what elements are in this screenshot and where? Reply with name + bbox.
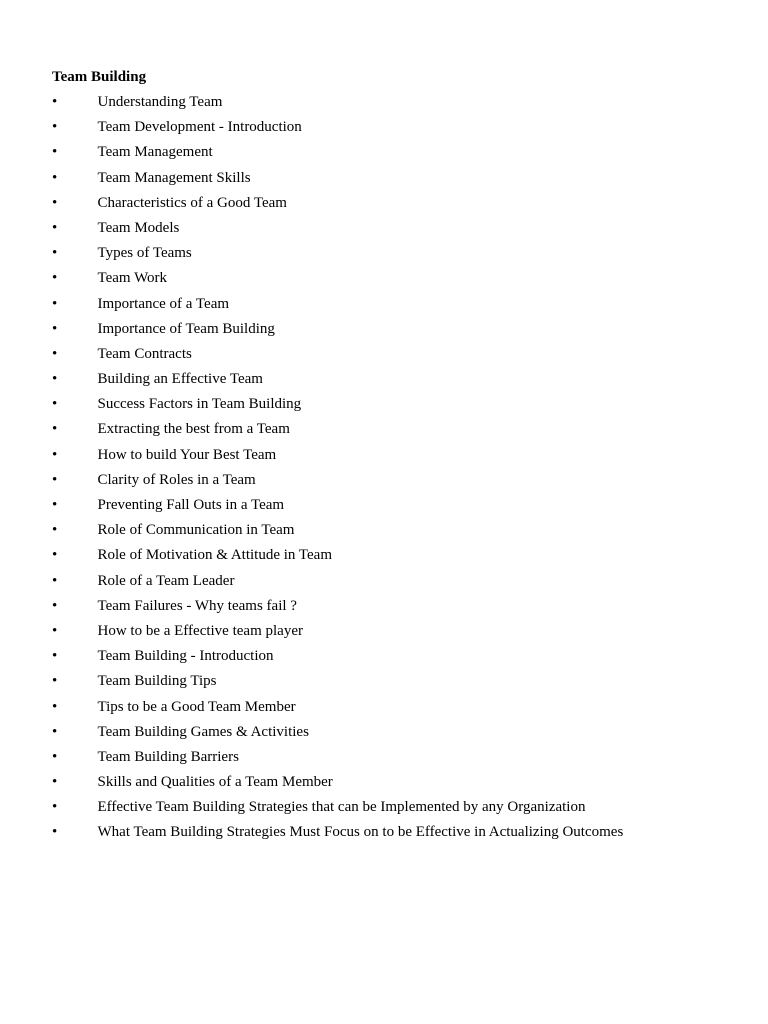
list-item-text: Importance of a Team xyxy=(97,295,230,312)
bullet-icon: • xyxy=(52,119,58,136)
bullet-icon: • xyxy=(52,371,58,388)
bullet-icon: • xyxy=(52,295,58,312)
list-item-text: Effective Team Building Strategies that can be Implemented by any Organization xyxy=(97,799,586,816)
list-item-text: Extracting the best from a Team xyxy=(97,421,290,438)
list-item-text: Role of Communication in Team xyxy=(97,522,295,539)
list-item-text: Skills and Qualities of a Team Member xyxy=(97,774,333,791)
list-item-text: Building an Effective Team xyxy=(97,371,263,388)
list-item-text: How to build Your Best Team xyxy=(97,446,277,463)
bullet-icon: • xyxy=(52,799,58,816)
bullet-icon: • xyxy=(52,622,58,639)
list-item-text: How to be a Effective team player xyxy=(97,622,303,639)
bullet-icon: • xyxy=(52,673,58,690)
list-item-text: What Team Building Strategies Must Focus on to be Effective in Actualizing Outcomes xyxy=(97,824,624,841)
list-item-text: Team Models xyxy=(97,219,180,236)
bullet-icon: • xyxy=(52,270,58,287)
bullet-icon: • xyxy=(52,572,58,589)
bullet-icon: • xyxy=(52,698,58,715)
bullet-icon: • xyxy=(52,169,58,186)
list-item-text: Team Work xyxy=(97,270,168,287)
list-item-text: Understanding Team xyxy=(97,94,223,110)
list-item-text: Characteristics of a Good Team xyxy=(97,194,287,211)
list-item-text: Team Building Tips xyxy=(97,673,217,690)
list-item-text: Role of Motivation & Attitude in Team xyxy=(97,547,332,564)
bullet-icon: • xyxy=(52,396,58,413)
bullet-icon: • xyxy=(52,446,58,463)
bullet-icon: • xyxy=(52,421,58,438)
list-item-text: Team Management xyxy=(97,144,213,161)
bullet-icon: • xyxy=(52,748,58,765)
list-item-text: Success Factors in Team Building xyxy=(97,396,302,413)
bullet-icon: • xyxy=(52,497,58,513)
list-item-text: Team Building - Introduction xyxy=(97,648,274,665)
list-item-text: Importance of Team Building xyxy=(97,320,275,337)
bullet-icon: • xyxy=(52,320,58,337)
list-item-text: Types of Teams xyxy=(97,245,192,262)
list-item-text: Team Management Skills xyxy=(97,169,251,186)
bullet-icon: • xyxy=(52,648,58,665)
list-item-text: Role of a Team Leader xyxy=(97,572,235,589)
list-item-text: Clarity of Roles in a Team xyxy=(97,471,256,488)
document-title: Team Building xyxy=(52,69,147,85)
list-item-text: Team Contracts xyxy=(97,345,192,362)
bullet-icon: • xyxy=(52,723,58,740)
list-item-text: Tips to be a Good Team Member xyxy=(97,698,296,715)
bullet-icon: • xyxy=(52,774,58,791)
bullet-icon: • xyxy=(52,824,58,841)
bullet-icon: • xyxy=(52,144,58,161)
list-item-text: Team Building Games & Activities xyxy=(97,723,309,740)
bullet-icon: • xyxy=(52,194,58,211)
bullet-icon: • xyxy=(52,345,58,362)
bullet-icon: • xyxy=(52,471,58,488)
list-item-text: Team Building Barriers xyxy=(97,748,239,765)
list-item-text: Team Development - Introduction xyxy=(97,119,302,136)
bullet-icon: • xyxy=(52,245,58,262)
bullet-icon: • xyxy=(52,522,58,539)
bullet-icon: • xyxy=(52,597,58,614)
list-item-text: Preventing Fall Outs in a Team xyxy=(97,497,285,513)
bullet-icon: • xyxy=(52,219,58,236)
bullet-icon: • xyxy=(52,94,58,110)
bullet-icon: • xyxy=(52,547,58,564)
list-item-text: Team Failures - Why teams fail ? xyxy=(97,597,297,614)
